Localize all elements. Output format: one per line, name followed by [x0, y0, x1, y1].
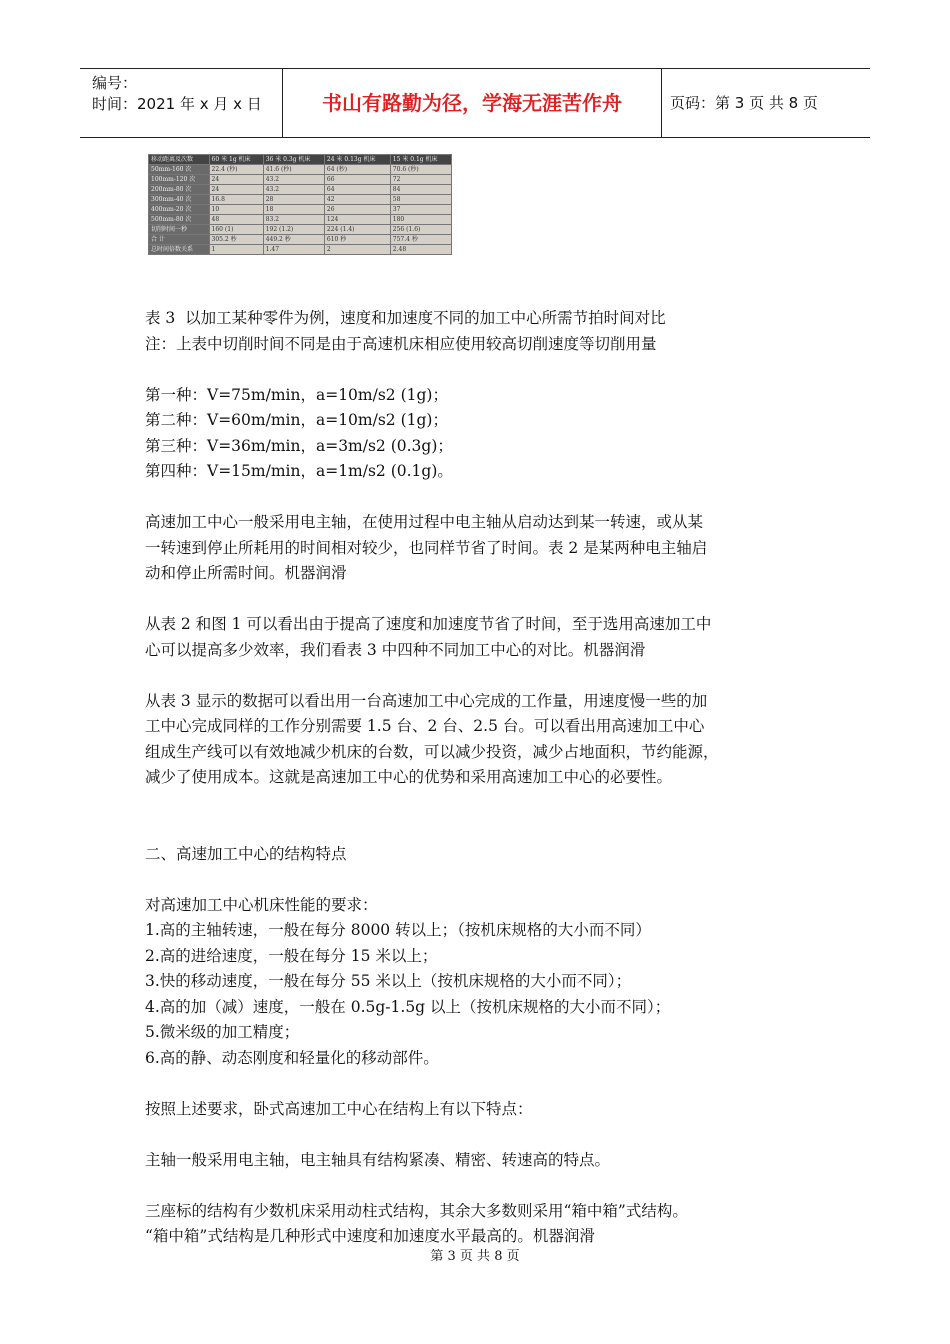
- body-line: 第三种：V=36m/min，a=3m/s2 (0.3g)；: [145, 436, 453, 455]
- document-number-label: 编号：: [92, 74, 138, 92]
- body-line: 按照上述要求，卧式高速加工中心在结构上有以下特点：: [145, 1099, 533, 1118]
- table-cell: 124: [324, 215, 390, 225]
- body-line: [145, 1071, 825, 1097]
- body-line: 4.高的加（减）速度，一般在 0.5g-1.5g 以上（按机床规格的大小而不同）；: [145, 997, 671, 1016]
- table-cell: 70.6 (秒): [390, 165, 451, 175]
- body-line: [145, 663, 825, 689]
- table-header-cell: 移动距离及次数: [149, 155, 210, 165]
- body-line: 第二种：V=60m/min，a=10m/s2 (1g)；: [145, 411, 448, 429]
- table-cell: 切削时间一秒: [149, 225, 210, 235]
- body-line: [145, 816, 825, 842]
- table-cell: 610 秒: [324, 235, 390, 245]
- table-cell: 64: [324, 185, 390, 195]
- page-footer: 第 3 页 共 8 页: [430, 1249, 520, 1264]
- table-row: [149, 175, 452, 185]
- body-line: 一转速到停止所耗用的时间相对较少，也同样节省了时间。表 2 是某两种电主轴启: [145, 538, 708, 557]
- table-row: [149, 235, 452, 245]
- body-line: 工中心完成同样的工作分别需要 1.5 台、2 台、2.5 台。可以看出用高速加工中心: [145, 717, 705, 735]
- table-cell: 24: [209, 175, 263, 185]
- body-line: “箱中箱”式结构是几种形式中速度和加速度水平最高的。机器润滑: [145, 1227, 595, 1245]
- table-cell: 305.2 秒: [209, 235, 263, 245]
- table-cell: 22.4 (秒): [209, 165, 263, 175]
- body-line: [145, 791, 825, 817]
- table-cell: 2.48: [390, 245, 451, 255]
- body-line: 心可以提高多少效率，我们看表 3 中四种不同加工中心的对比。机器润滑: [145, 640, 646, 659]
- body-line: 二、高速加工中心的结构特点: [145, 844, 347, 863]
- table-cell: 1.47: [263, 245, 324, 255]
- table-row: [149, 185, 452, 195]
- document-date-label: 时间：2021 年 x 月 x 日: [92, 95, 262, 113]
- body-line: 5.微米级的加工精度；: [145, 1023, 300, 1041]
- table-header-cell: 15 米 0.1g 机床: [390, 155, 451, 165]
- table-cell: 160 (1): [209, 225, 263, 235]
- table-cell: 24: [209, 185, 263, 195]
- body-line: [145, 1122, 825, 1148]
- body-line: 1.高的主轴转速，一般在每分 8000 转以上；（按机床规格的大小而不同）: [145, 921, 651, 939]
- body-line: 从表 2 和图 1 可以看出由于提高了速度和加速度节省了时间，至于选用高速加工中: [145, 615, 712, 633]
- body-line: 主轴一般采用电主轴，电主轴具有结构紧凑、精密、转速高的特点。: [145, 1150, 611, 1169]
- table-cell: 72: [390, 175, 451, 185]
- table-row: [149, 165, 452, 175]
- page-header: [80, 68, 870, 138]
- table-cell: 84: [390, 185, 451, 195]
- table-cell: 50mm-160 次: [149, 165, 210, 175]
- table-cell: 180: [390, 215, 451, 225]
- body-line: 注：上表中切削时间不同是由于高速机床相应使用较高切削速度等切削用量: [145, 334, 657, 353]
- table-cell: 449.2 秒: [263, 235, 324, 245]
- body-line: 三座标的结构有少数机床采用动柱式结构，其余大多数则采用“箱中箱”式结构。: [145, 1201, 688, 1220]
- table-cell: 58: [390, 195, 451, 205]
- body-line: 动和停止所需时间。机器润滑: [145, 564, 347, 582]
- body-line: 6.高的静、动态刚度和轻量化的移动部件。: [145, 1048, 439, 1067]
- table-cell: 42: [324, 195, 390, 205]
- table-cell: 43.2: [263, 175, 324, 185]
- body-line: 组成生产线可以有效地减少机床的台数，可以减少投资，减少占地面积，节约能源，: [145, 742, 719, 761]
- table-cell: 10: [209, 205, 263, 215]
- body-line: 第四种：V=15m/min，a=1m/s2 (0.1g)。: [145, 462, 453, 480]
- table-cell: 18: [263, 205, 324, 215]
- table-row: [149, 225, 452, 235]
- body-line: 3.快的移动速度，一般在每分 55 米以上（按机床规格的大小而不同）；: [145, 972, 632, 990]
- body-line: 2.高的进给速度，一般在每分 15 米以上；: [145, 946, 438, 965]
- table-cell: 26: [324, 205, 390, 215]
- table-cell: 64 (秒): [324, 165, 390, 175]
- body-line: [145, 1173, 825, 1199]
- table-cell: 28: [263, 195, 324, 205]
- table-cell: 500mm-80 次: [149, 215, 210, 225]
- table-header-cell: 60 米 1g 机床: [209, 155, 263, 165]
- table-cell: 400mm-20 次: [149, 205, 210, 215]
- table-row: [149, 195, 452, 205]
- table-cell: 总时间倍数关系: [149, 245, 210, 255]
- table-row: [149, 205, 452, 215]
- table-cell: 2: [324, 245, 390, 255]
- body-line: 表 3 以加工某种零件为例，速度和加速度不同的加工中心所需节拍时间对比: [145, 309, 666, 327]
- table-row: [149, 215, 452, 225]
- table-cell: 200mm-80 次: [149, 185, 210, 195]
- table-cell: 256 (1.6): [390, 225, 451, 235]
- table-cell: 48: [209, 215, 263, 225]
- table-cell: 66: [324, 175, 390, 185]
- body-line: [145, 357, 825, 383]
- header-motto: 书山有路勤为径，学海无涯苦作舟: [282, 69, 662, 137]
- table-cell: 192 (1.2): [263, 225, 324, 235]
- table-cell: 224 (1.4): [324, 225, 390, 235]
- header-info-cell: [80, 69, 282, 137]
- table-cell: 100mm-120 次: [149, 175, 210, 185]
- body-line: [145, 867, 825, 893]
- body-line: 减少了使用成本。这就是高速加工中心的优势和采用高速加工中心的必要性。: [145, 768, 673, 786]
- table-cell: 43.2: [263, 185, 324, 195]
- body-line: 高速加工中心一般采用电主轴，在使用过程中电主轴从启动达到某一转速，或从某: [145, 513, 704, 531]
- table-cell: 1: [209, 245, 263, 255]
- table-header-row: [149, 155, 452, 165]
- table-cell: 300mm-40 次: [149, 195, 210, 205]
- table-header-cell: 24 米 0.13g 机床: [324, 155, 390, 165]
- table-header-cell: 36 米 0.3g 机床: [263, 155, 324, 165]
- table-cell: 16.8: [209, 195, 263, 205]
- body-line: 第一种：V=75m/min，a=10m/s2 (1g)；: [145, 385, 448, 404]
- body-line: 对高速加工中心机床性能的要求：: [145, 895, 378, 914]
- table-cell: 757.4 秒: [390, 235, 451, 245]
- comparison-table: [148, 154, 452, 255]
- document-body: [145, 306, 825, 1250]
- table-cell: 41.6 (秒): [263, 165, 324, 175]
- body-line: 从表 3 显示的数据可以看出用一台高速加工中心完成的工作量，用速度慢一些的加: [145, 691, 708, 710]
- table-cell: 合 计: [149, 235, 210, 245]
- body-line: [145, 587, 825, 613]
- table-cell: 83.2: [263, 215, 324, 225]
- body-line: [145, 485, 825, 511]
- table-cell: 37: [390, 205, 451, 215]
- table-row: [149, 245, 452, 255]
- header-page-label: 页码：第 3 页 共 8 页: [670, 94, 818, 112]
